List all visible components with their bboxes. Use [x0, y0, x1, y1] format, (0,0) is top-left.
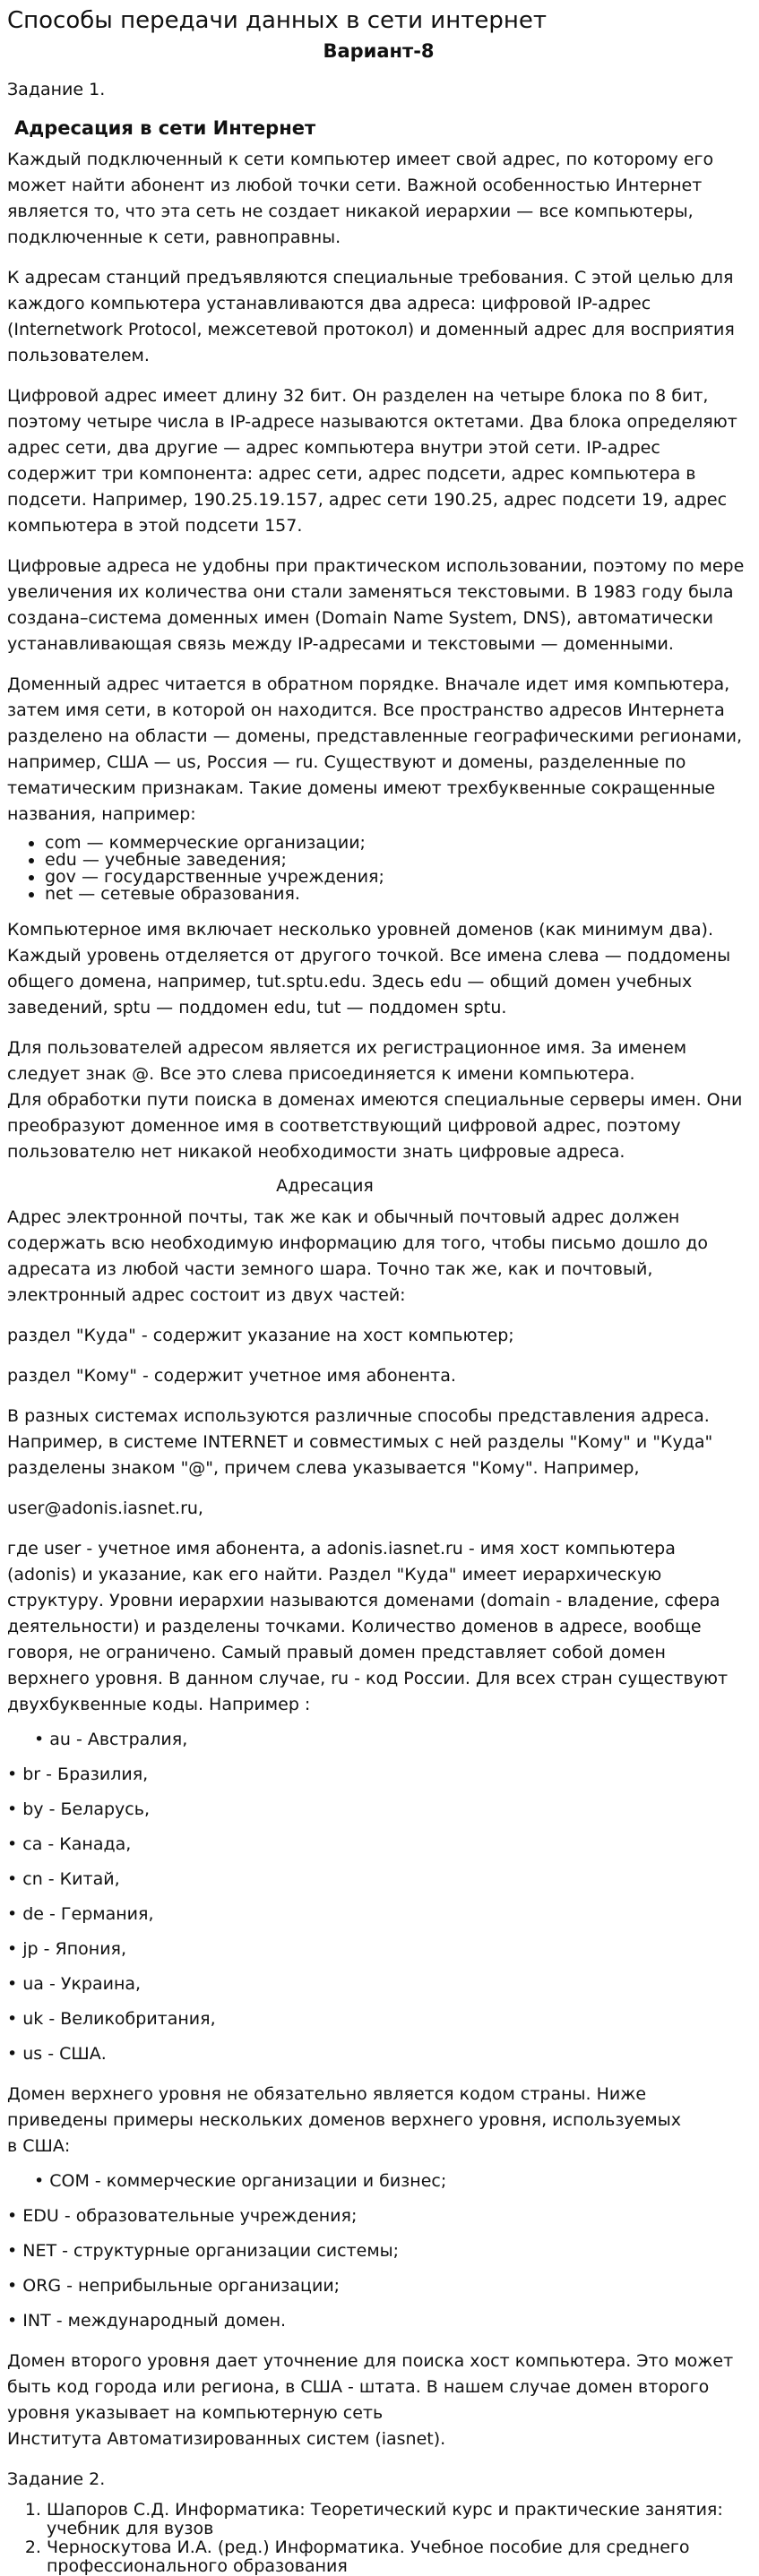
- list-item: • EDU - образовательные учреждения;: [7, 2206, 358, 2226]
- section-heading: Адресация в сети Интернет: [14, 117, 316, 139]
- list-item: 2. Черноскутова И.А. (ред.) Информатика. Учебное пособие для среднего профессионального образования: [47, 2538, 750, 2576]
- list-item: • jp - Япония,: [7, 1939, 127, 1959]
- list-item: • ua - Украина,: [7, 1974, 142, 1994]
- paragraph-second-level-domain: Домен второго уровня дает уточнение для поиска хост компьютера. Это может быть код города или региона, в США - штата. В нашем случае домен второго уровня указывает на компьютерную сеть Института Автоматизированных систем (iasnet).: [7, 2351, 734, 2449]
- list-item: 1. Шапоров С.Д. Информатика: Теоретический курс и практические занятия: учебник для вузов: [47, 2501, 750, 2538]
- list-item: • us - США.: [7, 2044, 107, 2064]
- task-1-label: Задание 1.: [7, 80, 106, 99]
- task-2-label: Задание 2.: [7, 2469, 106, 2489]
- paragraph-email-example: user@adonis.iasnet.ru,: [7, 1498, 203, 1518]
- variant-label: Вариант-8: [323, 40, 435, 62]
- list-item: • COM - коммерческие организации и бизнес;: [34, 2171, 447, 2191]
- paragraph-email-address: Адрес электронной почты, так же как и обычный почтовый адрес должен содержать всю необходимую информацию для того, чтобы письмо дошло до адресата из любой части земного шара. Точно так же, как и почтовый, электронный адрес состоит из двух частей:: [7, 1207, 709, 1305]
- paragraph-where-section: раздел "Куда" - содержит указание на хост компьютер;: [7, 1326, 514, 1345]
- paragraph-whom-section: раздел "Кому" - содержит учетное имя абонента.: [7, 1366, 456, 1386]
- list-item: • ORG - неприбыльные организации;: [7, 2276, 341, 2296]
- subheading-addressing: Адресация: [276, 1176, 374, 1196]
- list-item: • NET - структурные организации системы;: [7, 2241, 400, 2261]
- paragraph-email-explanation: где user - учетное имя абонента, а adonis.iasnet.ru - имя хост компьютера (adonis) и указание, как его найти. Раздел "Куда" имеет иерархическую структуру. Уровни иерархии называются доменами (domain - владение, сфера деятельности) и разделены точками. Количество доменов в адресе, вообще говоря, не ограничено. Самый правый домен представляет собой домен верхнего уровня. В данном случае, ru - код России. Для всех стран существуют двухбуквенные коды. Например :: [7, 1539, 729, 1714]
- list-item: • de - Германия,: [7, 1904, 154, 1924]
- list-item: • ca - Канада,: [7, 1834, 132, 1854]
- list-item: • com — коммерческие организации;: [45, 835, 750, 852]
- paragraph-ip-address: Цифровой адрес имеет длину 32 бит. Он разделен на четыре блока по 8 бит, поэтому четыре числа в IP-адресе называются октетами. Два блока определяют адрес сети, два другие — адрес компьютера внутри этой сети. IP-адрес содержит три компонента: адрес сети, адрес подсети, адрес компьютера в подсети. Например, 190.25.19.157, адрес сети 190.25, адрес подсети 19, адрес компьютера в этой подсети 157.: [7, 386, 737, 536]
- list-item: • edu — учебные заведения;: [45, 852, 750, 869]
- list-item: • uk - Великобритания,: [7, 2009, 216, 2029]
- paragraph-address-requirements: К адресам станций предъявляются специальные требования. С этой целью для каждого компьютера устанавливаются два адреса: цифровой IP-адрес (Internetwork Protocol, межсетевой протокол) и доменный адрес для восприятия пользователем.: [7, 268, 735, 365]
- list-item: • net — сетевые образования.: [45, 886, 750, 903]
- list-item: • au - Австралия,: [34, 1730, 188, 1749]
- paragraph-computer-name: Компьютерное имя включает несколько уровней доменов (как минимум два). Каждый уровень отделяется от другого точкой. Все имена слева — поддомены общего домена, например, tut.sptu.edu. Здесь edu — общий домен учебных заведений, sptu — поддомен edu, tut — поддомен sptu.: [7, 920, 731, 1018]
- paragraph-top-level-domain: Домен верхнего уровня не обязательно является кодом страны. Ниже приведены примеры нескольких доменов верхнего уровня, используемых в США:: [7, 2084, 681, 2156]
- reference-list: [7, 2501, 750, 2576]
- list-item: • gov — государственные учреждения;: [45, 869, 750, 886]
- domain-list: [7, 835, 750, 903]
- list-item: • cn - Китай,: [7, 1869, 120, 1889]
- document-title: Способы передачи данных в сети интернет: [7, 7, 547, 34]
- paragraph-user-address: Для пользователей адресом является их регистрационное имя. За именем следует знак @. Все это слева присоединяется к имени компьютера. Для обработки пути поиска в доменах имеются специальные серверы имен. Они преобразуют доменное имя в соответствующий цифровой адрес, поэтому пользователю нет никакой необходимости знать цифровые адреса.: [7, 1038, 743, 1162]
- list-item: • by - Беларусь,: [7, 1799, 150, 1819]
- list-item: • INT - международный домен.: [7, 2311, 287, 2331]
- list-item: • br - Бразилия,: [7, 1765, 149, 1784]
- paragraph-intro: Каждый подключенный к сети компьютер имеет свой адрес, по которому его может найти абонент из любой точки сети. Важной особенностью Интернет является то, что эта сеть не создает никакой иерархии — все компьютеры, подключенные к сети, равноправны.: [7, 150, 714, 247]
- paragraph-domain-address: Доменный адрес читается в обратном порядке. Вначале идет имя компьютера, затем имя сети, в которой он находится. Все пространство адресов Интернета разделено на области — домены, представленные географическими регионами, например, США — us, Россия — ru. Существуют и домены, разделенные по тематическим признакам. Такие домены имеют трехбуквенные сокращенные названия, например:: [7, 674, 743, 824]
- paragraph-address-formats: В разных системах используются различные способы представления адреса. Например, в системе INTERNET и совместимых с ней разделы "Кому" и "Куда" разделены знаком "@", причем слева указывается "Кому". Например,: [7, 1406, 713, 1478]
- paragraph-dns: Цифровые адреса не удобны при практическом использовании, поэтому по мере увеличения их количества они стали заменяться текстовыми. В 1983 году была создана–система доменных имен (Domain Name System, DNS), автоматически устанавливающая связь между IP-адресами и текстовыми — доменными.: [7, 556, 745, 654]
